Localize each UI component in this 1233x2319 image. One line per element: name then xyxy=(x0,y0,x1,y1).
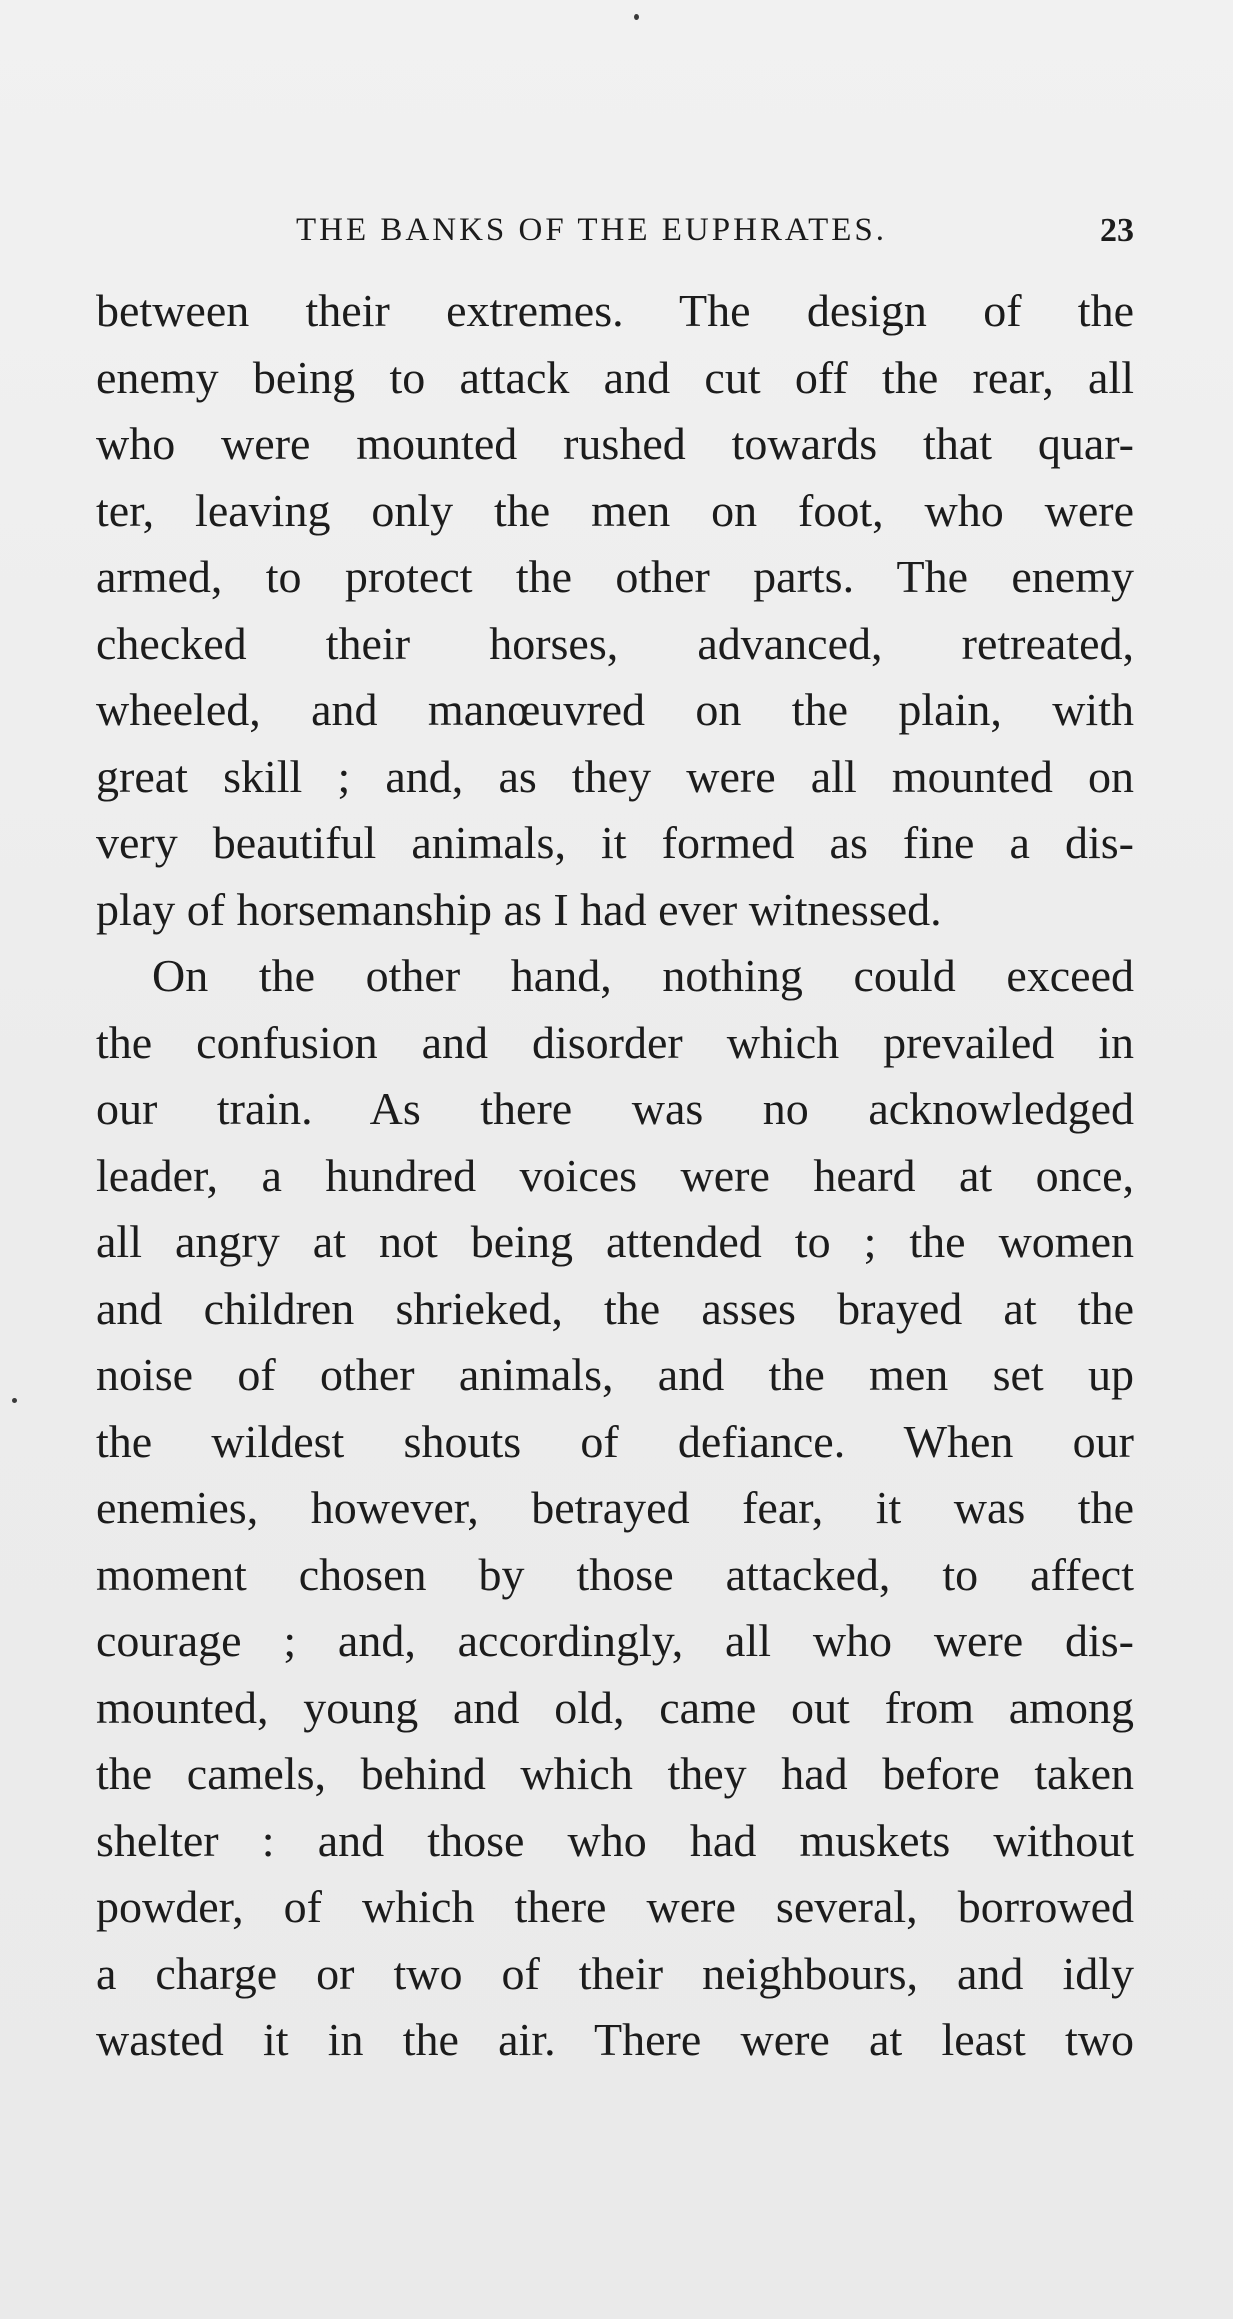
text-line: noise of other animals, and the men set up xyxy=(96,1349,1134,1400)
text-line: very beautiful animals, it formed as fine a dis- xyxy=(96,817,1134,868)
text-line: great skill ; and, as they were all mounted on xyxy=(96,750,1134,802)
text-line: shelter : and those who had muskets without xyxy=(96,1814,1134,1866)
text-line: a charge or two of their neighbours, and idly xyxy=(96,1947,1134,1999)
text-line: wheeled, and manœuvred on the plain, with xyxy=(96,684,1134,735)
ink-speck xyxy=(634,14,639,20)
text-line: and children shrieked, the asses brayed at the xyxy=(96,1282,1134,1334)
text-line: leader, a hundred voices were heard at once, xyxy=(96,1149,1134,1201)
text-line: courage ; and, accordingly, all who were dis- xyxy=(96,1615,1134,1666)
text-line: our train. As there was no acknowledged xyxy=(96,1083,1134,1134)
ink-speck xyxy=(12,1398,17,1403)
text-line: ter, leaving only the men on foot, who were xyxy=(96,484,1134,536)
text-line: all angry at not being attended to ; the women xyxy=(96,1216,1134,1267)
text-line: between their extremes. The design of the xyxy=(96,285,1134,336)
paragraph xyxy=(96,943,1134,2074)
text-line: wasted it in the air. There were at least two xyxy=(96,2014,1134,2065)
text-line: enemy being to attack and cut off the rear, all xyxy=(96,351,1134,403)
page-number: 23 xyxy=(1100,212,1134,249)
text-line: play of horsemanship as I had ever witnessed. xyxy=(96,883,942,935)
body-text xyxy=(96,278,1134,2074)
running-head: THE BANKS OF THE EUPHRATES. xyxy=(296,212,888,248)
text-line: mounted, young and old, came out from among xyxy=(96,1681,1134,1733)
page-header xyxy=(96,212,1134,262)
text-line: armed, to protect the other parts. The enemy xyxy=(96,551,1134,602)
text-line: enemies, however, betrayed fear, it was the xyxy=(96,1482,1134,1533)
text-line: moment chosen by those attacked, to affect xyxy=(96,1548,1134,1600)
text-line: who were mounted rushed towards that quar- xyxy=(96,418,1134,469)
text-line: powder, of which there were several, borrowed xyxy=(96,1881,1134,1932)
text-line: the camels, behind which they had before taken xyxy=(96,1748,1134,1799)
text-line: the confusion and disorder which prevailed in xyxy=(96,1016,1134,1068)
text-line: the wildest shouts of defiance. When our xyxy=(96,1415,1134,1467)
text-line: On the other hand, nothing could exceed xyxy=(152,950,1134,1001)
paragraph xyxy=(96,278,1134,943)
text-line: checked their horses, advanced, retreated, xyxy=(96,617,1134,669)
